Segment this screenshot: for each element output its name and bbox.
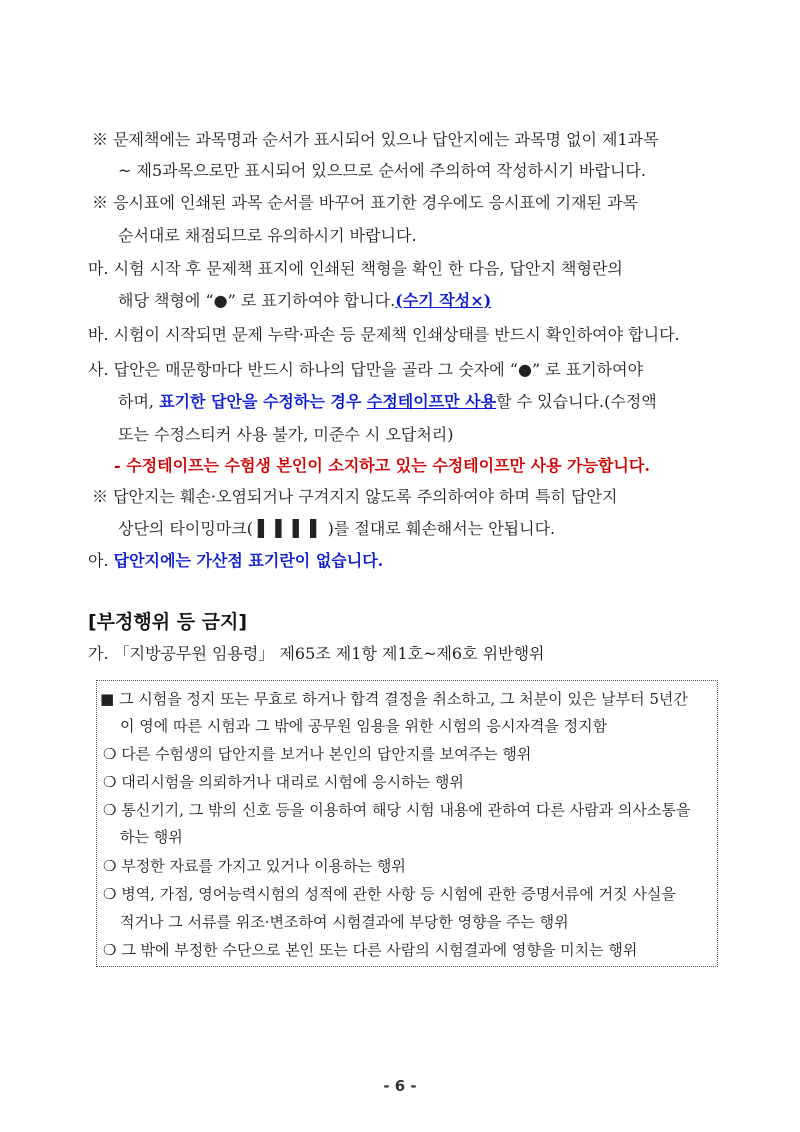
item-sa-tape-only: 수정테이프만 사용 xyxy=(366,392,497,411)
item-sa-line-2 xyxy=(118,391,657,413)
note-line-3: ※ 응시표에 인쇄된 과목 순서를 바꾸어 표기한 경우에도 응시표에 기재된 과목 xyxy=(92,193,638,212)
item-a-text: 답안지에는 가산점 표기란이 없습니다. xyxy=(113,551,384,570)
item-ma-text: 해당 책형에 “●” 로 표기하여야 합니다. xyxy=(118,291,396,310)
tape-warning: - 수정테이프는 수험생 본인이 소지하고 있는 수정테이프만 사용 가능합니다. xyxy=(114,456,650,475)
box-line-2: 이 영에 따른 시험과 그 밖에 공무원 임용을 위한 시험의 응시자격을 정지함 xyxy=(120,717,608,735)
box-item-3-cont: 하는 행위 xyxy=(120,828,183,846)
item-sa-suffix: 할 수 있습니다.(수정액 xyxy=(496,392,657,411)
note-answer-sheet-1: ※ 답안지는 훼손·오염되거나 구겨지지 않도록 주의하여야 하며 특히 답안지 xyxy=(92,487,618,506)
item-a xyxy=(88,550,383,572)
page-number: - 6 - xyxy=(383,1077,417,1095)
item-ma-line-1: 마. 시험 시작 후 문제책 표지에 인쇄된 책형을 확인 한 다음, 답안지 책형란의 xyxy=(88,259,623,278)
item-sa-emphasis: 표기한 답안을 수정하는 경우 xyxy=(159,392,367,411)
box-item-2: ❍ 대리시험을 의뢰하거나 대리로 시험에 응시하는 행위 xyxy=(103,773,464,791)
box-item-5: ❍ 병역, 가점, 영어능력시험의 성적에 관한 사항 등 시험에 관한 증명서류에 거짓 사실을 xyxy=(103,885,676,903)
item-ma-line-2 xyxy=(118,290,491,312)
box-item-6: ❍ 그 밖에 부정한 수단으로 본인 또는 다른 사람의 시험결과에 영향을 미치는 행위 xyxy=(103,941,638,959)
item-a-prefix: 아. xyxy=(88,551,114,570)
note-line-1: ※ 문제책에는 과목명과 순서가 표시되어 있으나 답안지에는 과목명 없이 제1과목 xyxy=(92,130,659,149)
box-item-4: ❍ 부정한 자료를 가지고 있거나 이용하는 행위 xyxy=(103,857,406,875)
item-sa-line-1: 사. 답안은 매문항마다 반드시 하나의 답만을 골라 그 숫자에 “●” 로 표기하여야 xyxy=(88,360,644,379)
item-sa-prefix: 하며, xyxy=(118,392,160,411)
note-line-2: ~ 제5과목으로만 표시되어 있으므로 순서에 주의하여 작성하시기 바랍니다. xyxy=(118,161,646,180)
box-item-5-cont: 적거나 그 서류를 위조·변조하여 시험결과에 부당한 영향을 주는 행위 xyxy=(120,913,569,931)
box-item-3: ❍ 통신기기, 그 밖의 신호 등을 이용하여 해당 시험 내용에 관하여 다른 사람과 의사소통을 xyxy=(103,801,691,819)
box-item-1: ❍ 다른 수험생의 답안지를 보거나 본인의 답안지를 보여주는 행위 xyxy=(103,745,532,763)
item-ba: 바. 시험이 시작되면 문제 누락·파손 등 문제책 인쇄상태를 반드시 확인하여야 합니다. xyxy=(88,325,680,344)
item-sa-line-3: 또는 수정스티커 사용 불가, 미준수 시 오답처리) xyxy=(118,425,454,444)
note-line-4: 순서대로 채점되므로 유의하시기 바랍니다. xyxy=(118,226,417,245)
section-subheading: 가. 「지방공무원 임용령」 제65조 제1항 제1호~제6호 위반행위 xyxy=(88,644,545,663)
section-heading: [부정행위 등 금지] xyxy=(88,611,248,633)
box-line-1: ■ 그 시험을 정지 또는 무효로 하거나 합격 결정을 취소하고, 그 처분이 있은 날부터 5년간 xyxy=(100,690,688,708)
note-answer-sheet-2: 상단의 타이밍마크( ▌ ▌ ▌ ▌ )를 절대로 훼손해서는 안됩니다. xyxy=(118,519,556,538)
handwrite-warning: (수기 작성×) xyxy=(395,291,492,310)
